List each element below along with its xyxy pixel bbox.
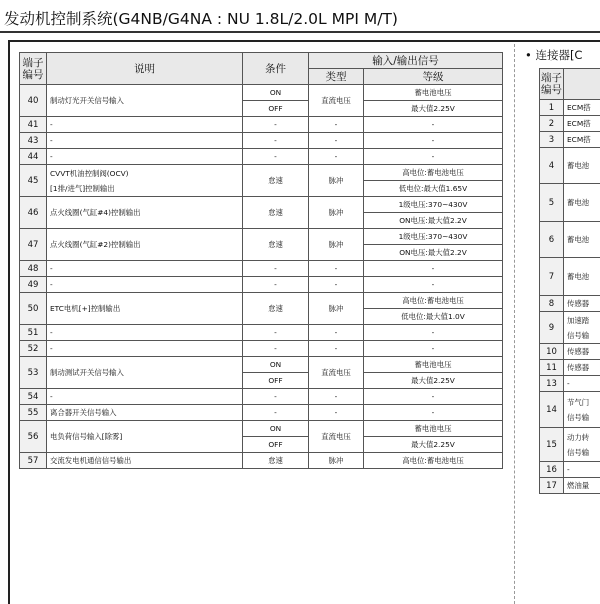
table-row: [20, 277, 503, 293]
pin-description: CVVT机油控制阀(OCV) [1排/进气]控制输出: [47, 165, 243, 197]
connector-terminal-number: 6: [540, 222, 564, 258]
connector-row: [540, 392, 600, 428]
signal-type: 直流电压: [309, 421, 364, 453]
table-row: [20, 165, 503, 181]
pin-description: -: [47, 261, 243, 277]
signal-level: 1级电压:370~430V: [364, 229, 503, 245]
signal-level: -: [364, 389, 503, 405]
connector-description: 传感器: [564, 296, 600, 312]
connector-description: 蓄电池: [564, 148, 600, 184]
table-row: [20, 357, 503, 373]
connector-row: [540, 148, 600, 184]
pin-condition: -: [243, 325, 309, 341]
pin-condition: ON: [243, 357, 309, 373]
signal-level: ON电压:最大值2.2V: [364, 213, 503, 229]
table-row: [20, 421, 503, 437]
signal-level: -: [364, 117, 503, 133]
connector-terminal-number: 16: [540, 462, 564, 478]
pin-condition: 怠速: [243, 197, 309, 229]
signal-level: 蓄电池电压: [364, 357, 503, 373]
signal-level: 最大值2.25V: [364, 437, 503, 453]
signal-level: 蓄电池电压: [364, 85, 503, 101]
connector-description: 传感器: [564, 344, 600, 360]
connector-terminal-number: 9: [540, 312, 564, 344]
connector-row: [540, 312, 600, 344]
table-row: [20, 229, 503, 245]
pin-description: -: [47, 277, 243, 293]
header-level: 等级: [364, 69, 503, 85]
table-row: [20, 117, 503, 133]
terminal-number: 51: [20, 325, 47, 341]
pin-description: 制动测试开关信号输入: [47, 357, 243, 389]
connector-description: ECM搭: [564, 116, 600, 132]
terminal-number: 45: [20, 165, 47, 197]
header-description: 说明: [47, 53, 243, 85]
pin-condition: -: [243, 133, 309, 149]
terminal-number: 57: [20, 453, 47, 469]
connector-description: 传感器: [564, 360, 600, 376]
connector-description: 动力转 信号输: [564, 428, 600, 462]
header-type: 类型: [309, 69, 364, 85]
pin-description: 离合器开关信号输入: [47, 405, 243, 421]
terminal-number: 46: [20, 197, 47, 229]
table-row: [20, 293, 503, 309]
connector-row: [540, 258, 600, 296]
signal-level: 高电位:蓄电池电压: [364, 165, 503, 181]
signal-level: -: [364, 261, 503, 277]
terminal-number: 50: [20, 293, 47, 325]
header-io-signal: 输入/输出信号: [309, 53, 503, 69]
table-row: [20, 197, 503, 213]
connector-row: [540, 184, 600, 222]
pin-condition: OFF: [243, 437, 309, 453]
terminal-number: 54: [20, 389, 47, 405]
connector-row: [540, 360, 600, 376]
pin-condition: OFF: [243, 373, 309, 389]
signal-level: 最大值2.25V: [364, 373, 503, 389]
pin-condition: OFF: [243, 101, 309, 117]
connector-terminal-number: 7: [540, 258, 564, 296]
pin-condition: -: [243, 277, 309, 293]
terminal-number: 49: [20, 277, 47, 293]
connector-description: 燃油量: [564, 478, 600, 494]
connector-description: 蓄电池: [564, 258, 600, 296]
signal-type: 脉冲: [309, 165, 364, 197]
connector-row: [540, 132, 600, 148]
signal-level: 1级电压:370~430V: [364, 197, 503, 213]
page-title: 发动机控制系统(G4NB/G4NA : NU 1.8L/2.0L MPI M/T): [0, 0, 600, 33]
signal-level: -: [364, 405, 503, 421]
connector-row: [540, 222, 600, 258]
connector-description: -: [564, 376, 600, 392]
signal-level: 低电位:最大值1.0V: [364, 309, 503, 325]
pin-description: -: [47, 117, 243, 133]
terminal-number: 52: [20, 341, 47, 357]
pin-description: -: [47, 341, 243, 357]
pin-description: 制动灯光开关信号输入: [47, 85, 243, 117]
signal-type: -: [309, 389, 364, 405]
header-condition: 条件: [243, 53, 309, 85]
pin-description: ETC电机[+]控制输出: [47, 293, 243, 325]
terminal-number: 48: [20, 261, 47, 277]
table-row: [20, 453, 503, 469]
connector-terminal-number: 14: [540, 392, 564, 428]
pin-description: 点火线圈(气缸#4)控制输出: [47, 197, 243, 229]
pin-description: 点火线圈(气缸#2)控制输出: [47, 229, 243, 261]
connector-terminal-number: 4: [540, 148, 564, 184]
connector-title: • 连接器[C: [525, 48, 583, 62]
pin-description: -: [47, 133, 243, 149]
table-row: [20, 85, 503, 101]
signal-level: -: [364, 277, 503, 293]
connector-terminal-number: 2: [540, 116, 564, 132]
pin-condition: -: [243, 405, 309, 421]
connector-header-terminal: 端子 编号: [540, 69, 564, 100]
connector-terminal-number: 17: [540, 478, 564, 494]
signal-level: -: [364, 133, 503, 149]
table-row: [20, 133, 503, 149]
pin-description: 电负荷信号输入[除雾]: [47, 421, 243, 453]
table-row: [20, 261, 503, 277]
connector-terminal-number: 15: [540, 428, 564, 462]
signal-type: 脉冲: [309, 293, 364, 325]
connector-description: 节气门 信号输: [564, 392, 600, 428]
pin-description: -: [47, 149, 243, 165]
terminal-number: 43: [20, 133, 47, 149]
signal-level: 高电位:蓄电池电压: [364, 293, 503, 309]
terminal-number: 40: [20, 85, 47, 117]
connector-row: [540, 428, 600, 462]
pin-table: [19, 52, 503, 469]
signal-type: 直流电压: [309, 85, 364, 117]
connector-description: -: [564, 462, 600, 478]
pin-condition: -: [243, 261, 309, 277]
connector-row: [540, 344, 600, 360]
terminal-number: 56: [20, 421, 47, 453]
signal-level: 低电位:最大值1.65V: [364, 181, 503, 197]
connector-description: ECM搭: [564, 100, 600, 116]
connector-description: 加速踏 信号输: [564, 312, 600, 344]
signal-level: 高电位:蓄电池电压: [364, 453, 503, 469]
connector-terminal-number: 8: [540, 296, 564, 312]
signal-type: 直流电压: [309, 357, 364, 389]
pin-condition: 怠速: [243, 453, 309, 469]
signal-level: -: [364, 149, 503, 165]
pin-description: -: [47, 325, 243, 341]
connector-header-row: [540, 69, 600, 100]
terminal-number: 47: [20, 229, 47, 261]
connector-panel: [514, 44, 600, 604]
connector-row: [540, 462, 600, 478]
connector-description: ECM搭: [564, 132, 600, 148]
terminal-number: 44: [20, 149, 47, 165]
signal-level: -: [364, 341, 503, 357]
signal-type: -: [309, 133, 364, 149]
pin-description: -: [47, 389, 243, 405]
header-terminal: 端子 编号: [20, 53, 47, 85]
connector-table: [539, 68, 600, 494]
connector-terminal-number: 5: [540, 184, 564, 222]
pin-condition: -: [243, 341, 309, 357]
connector-row: [540, 296, 600, 312]
connector-header-description: [564, 69, 600, 100]
header-row: [20, 53, 503, 69]
pin-condition: -: [243, 149, 309, 165]
signal-type: -: [309, 277, 364, 293]
signal-type: -: [309, 149, 364, 165]
connector-row: [540, 376, 600, 392]
pin-condition: -: [243, 117, 309, 133]
signal-type: 脉冲: [309, 197, 364, 229]
connector-row: [540, 478, 600, 494]
table-row: [20, 149, 503, 165]
signal-level: -: [364, 325, 503, 341]
table-row: [20, 325, 503, 341]
pin-condition: -: [243, 389, 309, 405]
connector-terminal-number: 11: [540, 360, 564, 376]
connector-row: [540, 100, 600, 116]
table-row: [20, 405, 503, 421]
terminal-number: 41: [20, 117, 47, 133]
signal-type: -: [309, 405, 364, 421]
pin-condition: 怠速: [243, 165, 309, 197]
terminal-number: 53: [20, 357, 47, 389]
connector-terminal-number: 1: [540, 100, 564, 116]
terminal-number: 55: [20, 405, 47, 421]
connector-terminal-number: 10: [540, 344, 564, 360]
table-row: [20, 341, 503, 357]
connector-terminal-number: 3: [540, 132, 564, 148]
pin-condition: 怠速: [243, 229, 309, 261]
signal-type: -: [309, 341, 364, 357]
connector-terminal-number: 13: [540, 376, 564, 392]
pin-condition: ON: [243, 85, 309, 101]
connector-description: 蓄电池: [564, 184, 600, 222]
signal-type: -: [309, 117, 364, 133]
pin-condition: 怠速: [243, 293, 309, 325]
connector-description: 蓄电池: [564, 222, 600, 258]
signal-level: 最大值2.25V: [364, 101, 503, 117]
signal-type: -: [309, 325, 364, 341]
signal-level: ON电压:最大值2.2V: [364, 245, 503, 261]
signal-type: 脉冲: [309, 229, 364, 261]
signal-level: 蓄电池电压: [364, 421, 503, 437]
connector-row: [540, 116, 600, 132]
pin-condition: ON: [243, 421, 309, 437]
table-row: [20, 389, 503, 405]
signal-type: 脉冲: [309, 453, 364, 469]
pin-description: 交流发电机通信信号输出: [47, 453, 243, 469]
signal-type: -: [309, 261, 364, 277]
